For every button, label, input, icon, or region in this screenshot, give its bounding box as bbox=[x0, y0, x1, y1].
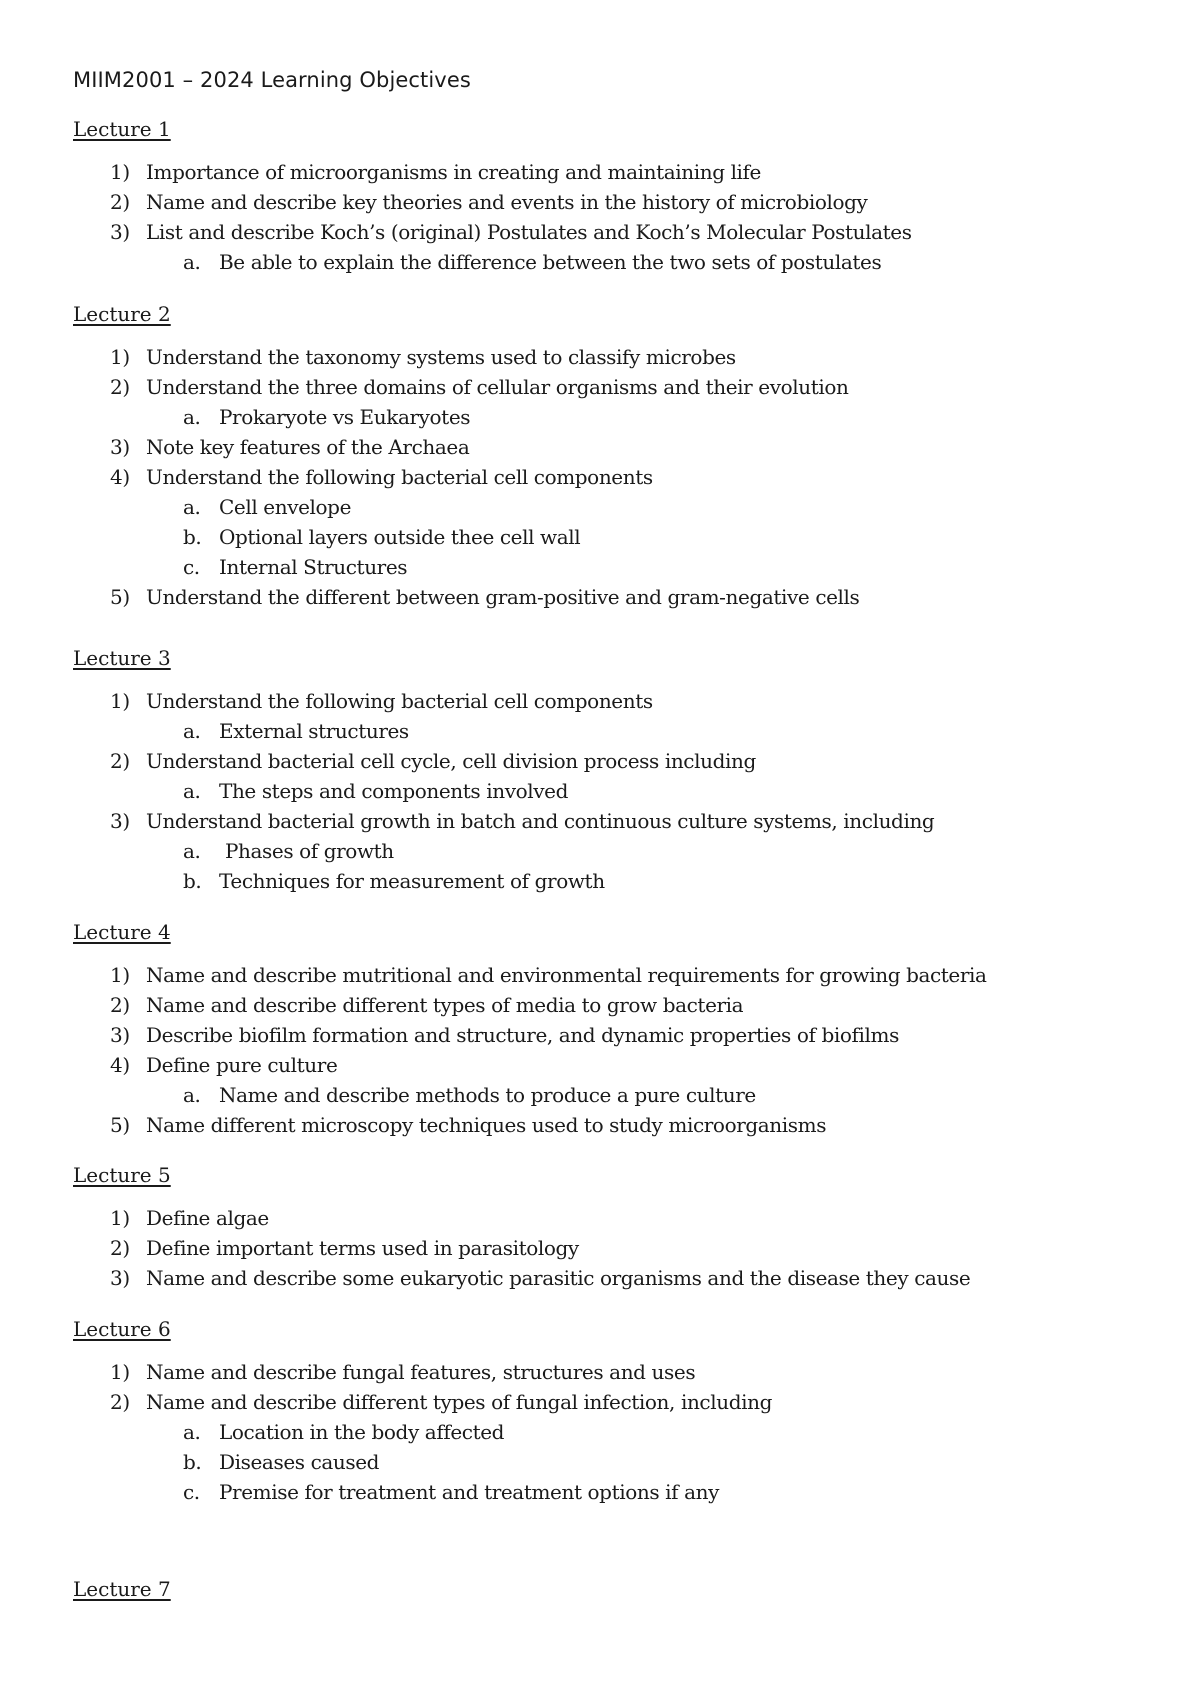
item-text: Be able to explain the difference between the two sets of postulates bbox=[219, 250, 882, 274]
item-text: Phases of growth bbox=[219, 839, 394, 863]
item-marker: a. bbox=[183, 779, 201, 803]
item-marker: 1) bbox=[110, 1206, 130, 1230]
item-text: Name different microscopy techniques used to study microorganisms bbox=[146, 1113, 827, 1137]
item-text: Define algae bbox=[146, 1206, 269, 1230]
item-text: Describe biofilm formation and structure, and dynamic properties of biofilms bbox=[146, 1023, 899, 1047]
item-text: Name and describe methods to produce a pure culture bbox=[219, 1083, 756, 1107]
item-marker: 2) bbox=[110, 375, 130, 399]
item-text: Understand the taxonomy systems used to classify microbes bbox=[146, 345, 736, 369]
lecture-heading: Lecture 5 bbox=[73, 1163, 171, 1187]
item-marker: 3) bbox=[110, 809, 130, 833]
lecture-heading: Lecture 4 bbox=[73, 920, 171, 944]
item-text: External structures bbox=[219, 719, 409, 743]
item-text: Internal Structures bbox=[219, 555, 408, 579]
item-text: Define important terms used in parasitology bbox=[146, 1236, 579, 1260]
item-text: Location in the body affected bbox=[219, 1420, 505, 1444]
item-text: Understand the following bacterial cell components bbox=[146, 465, 653, 489]
item-text: Understand the following bacterial cell components bbox=[146, 689, 653, 713]
item-text: Diseases caused bbox=[219, 1450, 380, 1474]
item-text: Understand bacterial cell cycle, cell division process including bbox=[146, 749, 756, 773]
lecture-heading: Lecture 1 bbox=[73, 117, 171, 141]
item-text: Importance of microorganisms in creating and maintaining life bbox=[146, 160, 761, 184]
item-text: Define pure culture bbox=[146, 1053, 338, 1077]
lecture-heading: Lecture 2 bbox=[73, 302, 171, 326]
item-marker: 1) bbox=[110, 345, 130, 369]
item-marker: 1) bbox=[110, 963, 130, 987]
item-marker: 5) bbox=[110, 1113, 130, 1137]
item-text: Name and describe mutritional and environmental requirements for growing bacteria bbox=[146, 963, 987, 987]
item-marker: 2) bbox=[110, 993, 130, 1017]
item-text: List and describe Koch’s (original) Postulates and Koch’s Molecular Postulates bbox=[146, 220, 912, 244]
item-marker: a. bbox=[183, 719, 201, 743]
item-marker: 3) bbox=[110, 220, 130, 244]
item-marker: a. bbox=[183, 250, 201, 274]
item-text: Name and describe fungal features, structures and uses bbox=[146, 1360, 696, 1384]
item-text: Understand the different between gram-positive and gram-negative cells bbox=[146, 585, 860, 609]
item-marker: 3) bbox=[110, 1266, 130, 1290]
item-text: Name and describe key theories and events in the history of microbiology bbox=[146, 190, 868, 214]
item-marker: 2) bbox=[110, 1236, 130, 1260]
document-title: MIIM2001 – 2024 Learning Objectives bbox=[73, 68, 471, 92]
item-text: Techniques for measurement of growth bbox=[219, 869, 605, 893]
item-marker: a. bbox=[183, 1083, 201, 1107]
item-marker: 2) bbox=[110, 749, 130, 773]
item-text: The steps and components involved bbox=[219, 779, 568, 803]
item-marker: a. bbox=[183, 405, 201, 429]
item-marker: 2) bbox=[110, 190, 130, 214]
lecture-heading: Lecture 7 bbox=[73, 1577, 171, 1601]
item-marker: 5) bbox=[110, 585, 130, 609]
item-marker: 4) bbox=[110, 465, 130, 489]
item-text: Name and describe different types of fungal infection, including bbox=[146, 1390, 772, 1414]
item-text: Cell envelope bbox=[219, 495, 352, 519]
item-marker: 1) bbox=[110, 1360, 130, 1384]
lecture-heading: Lecture 6 bbox=[73, 1317, 171, 1341]
item-marker: 1) bbox=[110, 160, 130, 184]
item-marker: 4) bbox=[110, 1053, 130, 1077]
item-marker: a. bbox=[183, 1420, 201, 1444]
item-text: Note key features of the Archaea bbox=[146, 435, 470, 459]
item-marker: b. bbox=[183, 869, 202, 893]
item-text: Premise for treatment and treatment options if any bbox=[219, 1480, 720, 1504]
item-marker: 3) bbox=[110, 435, 130, 459]
item-marker: a. bbox=[183, 495, 201, 519]
lecture-heading: Lecture 3 bbox=[73, 646, 171, 670]
item-marker: c. bbox=[183, 555, 200, 579]
item-text: Name and describe different types of media to grow bacteria bbox=[146, 993, 744, 1017]
item-marker: b. bbox=[183, 525, 202, 549]
item-text: Understand bacterial growth in batch and continuous culture systems, including bbox=[146, 809, 935, 833]
item-text: Name and describe some eukaryotic parasitic organisms and the disease they cause bbox=[146, 1266, 971, 1290]
item-text: Optional layers outside thee cell wall bbox=[219, 525, 581, 549]
item-marker: c. bbox=[183, 1480, 200, 1504]
item-marker: b. bbox=[183, 1450, 202, 1474]
item-text: Understand the three domains of cellular organisms and their evolution bbox=[146, 375, 849, 399]
item-marker: 3) bbox=[110, 1023, 130, 1047]
item-marker: 2) bbox=[110, 1390, 130, 1414]
item-text: Prokaryote vs Eukaryotes bbox=[219, 405, 471, 429]
item-marker: a. bbox=[183, 839, 201, 863]
item-marker: 1) bbox=[110, 689, 130, 713]
